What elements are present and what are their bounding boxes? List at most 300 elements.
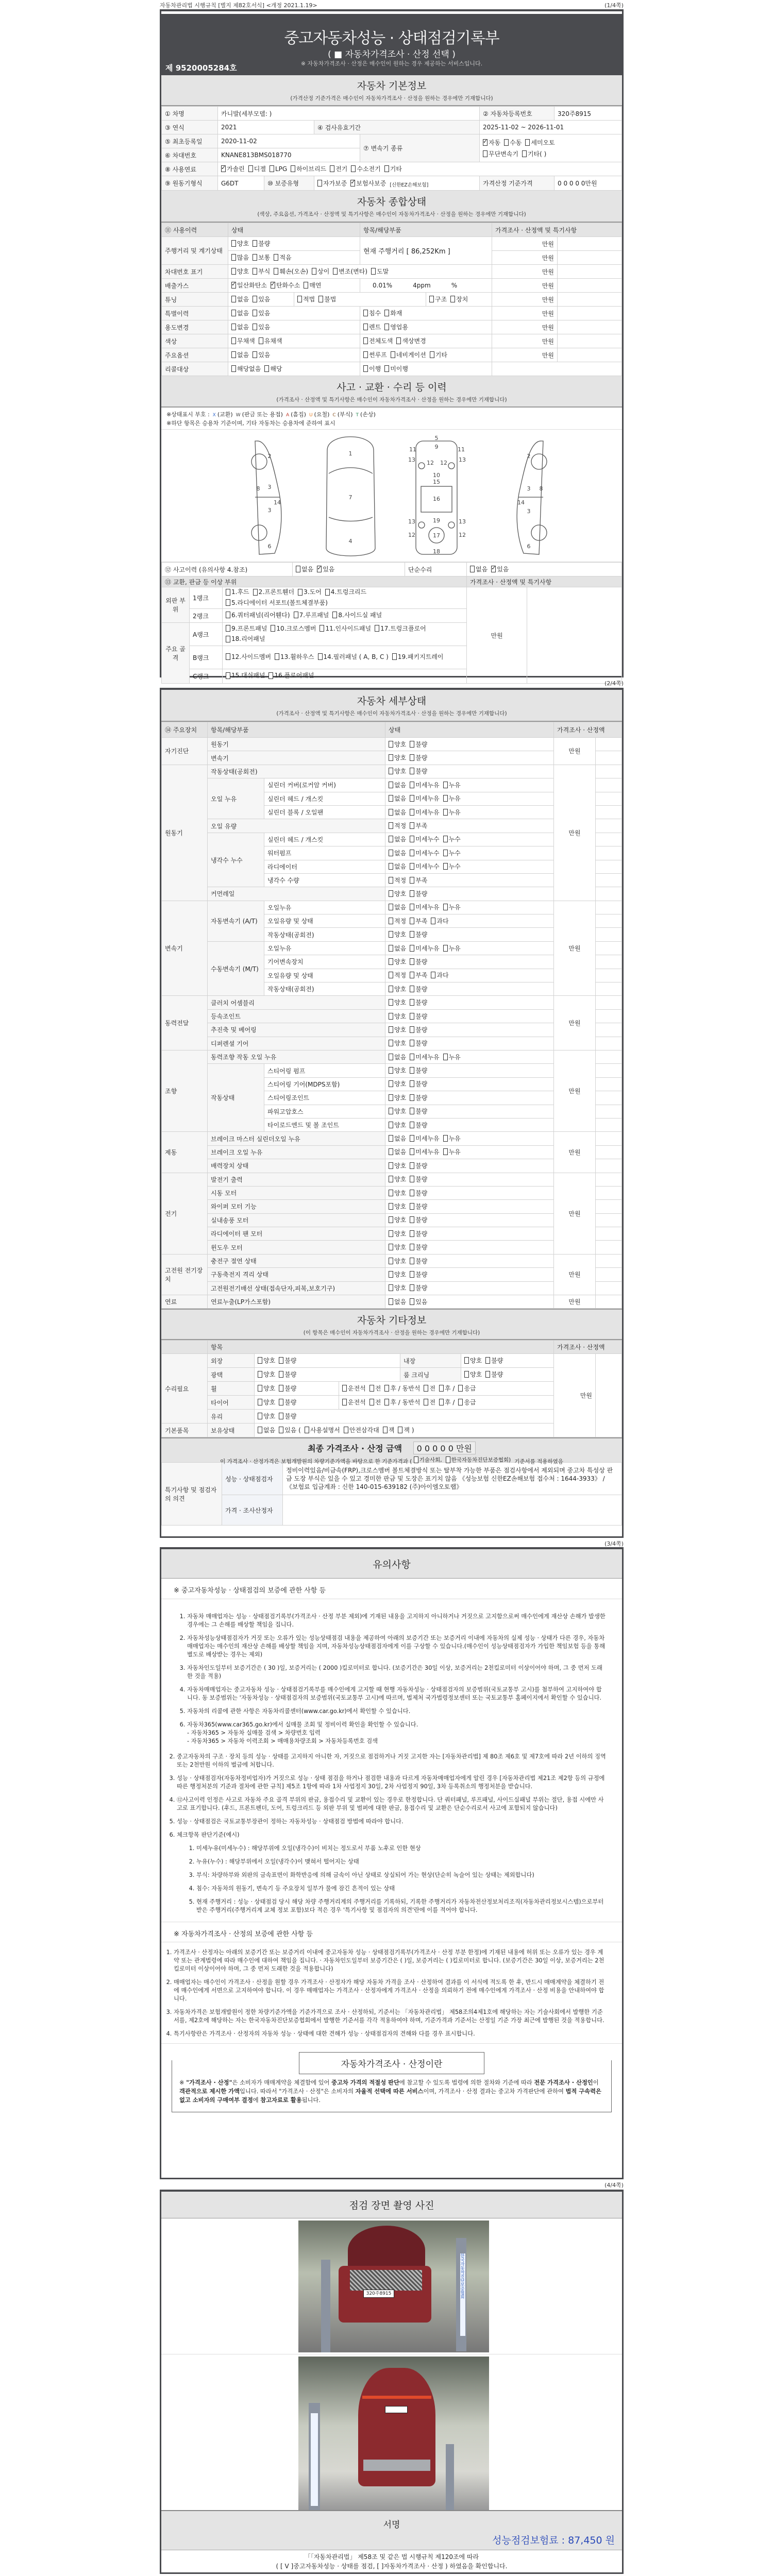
checkbox-option[interactable] <box>253 309 270 317</box>
checkbox[interactable] <box>410 1108 414 1114</box>
checkbox-option[interactable] <box>410 1229 427 1238</box>
checkbox-option[interactable] <box>410 835 439 843</box>
checkbox-option[interactable] <box>253 267 270 276</box>
checkbox-option[interactable] <box>396 336 426 345</box>
checkbox[interactable] <box>384 165 389 172</box>
checkbox-option[interactable] <box>410 1270 427 1279</box>
checkbox[interactable] <box>389 945 393 952</box>
checkbox-option[interactable] <box>279 1412 296 1420</box>
checkbox-option[interactable] <box>464 1370 482 1379</box>
checkbox-option[interactable] <box>410 767 427 775</box>
checkbox-checked[interactable] <box>483 139 488 146</box>
checkbox-option[interactable] <box>371 267 389 276</box>
checkbox-option[interactable] <box>522 149 546 158</box>
checkbox-option[interactable] <box>464 1356 482 1365</box>
checkbox-option[interactable] <box>410 998 427 1007</box>
checkbox-option[interactable] <box>389 1121 406 1129</box>
checkbox-option[interactable] <box>258 1384 275 1393</box>
checkbox[interactable] <box>333 268 338 275</box>
checkbox-option[interactable] <box>410 808 439 817</box>
checkbox[interactable] <box>363 365 368 372</box>
checkbox-option[interactable] <box>231 309 249 317</box>
checkbox[interactable] <box>258 1427 262 1433</box>
checkbox-checked[interactable] <box>271 282 275 289</box>
checkbox[interactable] <box>231 337 236 344</box>
checkbox-option[interactable] <box>226 611 290 620</box>
checkbox[interactable] <box>443 782 448 788</box>
checkbox[interactable] <box>268 672 273 679</box>
checkbox-option[interactable] <box>443 781 461 789</box>
checkbox-option[interactable] <box>410 1202 427 1211</box>
checkbox-option[interactable] <box>248 164 266 173</box>
checkbox[interactable] <box>410 1122 414 1128</box>
checkbox-option[interactable] <box>410 971 427 979</box>
checkbox-option[interactable] <box>363 350 387 359</box>
checkbox-option[interactable] <box>410 1066 427 1075</box>
checkbox[interactable] <box>410 1203 414 1210</box>
checkbox[interactable] <box>253 268 257 275</box>
checkbox[interactable] <box>431 918 435 924</box>
checkbox[interactable] <box>389 1258 393 1264</box>
checkbox[interactable] <box>410 836 414 842</box>
checkbox[interactable] <box>504 139 509 146</box>
checkbox-option[interactable] <box>253 587 294 597</box>
checkbox-option[interactable] <box>253 239 270 248</box>
checkbox-option[interactable] <box>443 808 461 817</box>
checkbox[interactable] <box>253 240 257 247</box>
checkbox-option[interactable] <box>410 1297 427 1306</box>
checkbox[interactable] <box>410 958 414 965</box>
checkbox-option[interactable] <box>389 1257 406 1265</box>
checkbox-option[interactable] <box>384 364 408 373</box>
checkbox-option[interactable] <box>389 862 406 871</box>
checkbox[interactable] <box>259 337 263 344</box>
checkbox-option[interactable] <box>389 1039 406 1047</box>
checkbox[interactable] <box>410 918 414 924</box>
checkbox[interactable] <box>410 904 414 910</box>
checkbox-option[interactable] <box>410 1012 427 1021</box>
checkbox[interactable] <box>320 625 324 632</box>
checkbox-option[interactable] <box>391 350 426 359</box>
checkbox-option[interactable] <box>279 1356 296 1365</box>
checkbox-option[interactable] <box>258 1398 275 1406</box>
checkbox-option[interactable] <box>297 295 315 303</box>
checkbox[interactable] <box>410 986 414 992</box>
checkbox-option[interactable] <box>304 281 321 290</box>
checkbox-option[interactable] <box>443 903 461 911</box>
checkbox-option[interactable] <box>410 1025 427 1034</box>
checkbox[interactable] <box>275 653 279 660</box>
checkbox-option[interactable] <box>389 930 406 939</box>
checkbox-option[interactable] <box>258 1426 275 1434</box>
checkbox[interactable] <box>384 1385 389 1392</box>
checkbox[interactable] <box>389 999 393 1006</box>
checkbox[interactable] <box>443 795 448 802</box>
checkbox-option[interactable] <box>398 1426 414 1434</box>
checkbox[interactable] <box>231 365 236 372</box>
checkbox-checked[interactable] <box>491 566 496 572</box>
checkbox[interactable] <box>443 1054 448 1060</box>
checkbox[interactable] <box>410 931 414 938</box>
checkbox-option[interactable] <box>410 740 427 749</box>
checkbox[interactable] <box>258 1385 262 1392</box>
checkbox[interactable] <box>279 1413 283 1419</box>
checkbox-option[interactable] <box>389 971 406 979</box>
checkbox[interactable] <box>318 296 323 302</box>
checkbox-option[interactable] <box>305 1426 340 1434</box>
checkbox[interactable] <box>389 958 393 965</box>
checkbox[interactable] <box>389 768 393 774</box>
checkbox-option[interactable] <box>389 876 406 885</box>
checkbox-option[interactable] <box>389 1025 406 1034</box>
checkbox[interactable] <box>389 754 393 761</box>
checkbox-option[interactable] <box>384 309 402 317</box>
checkbox-option[interactable] <box>410 917 427 925</box>
checkbox-option[interactable] <box>389 808 406 817</box>
checkbox[interactable] <box>410 972 414 978</box>
checkbox[interactable] <box>410 1026 414 1033</box>
checkbox[interactable] <box>389 1013 393 1020</box>
checkbox-option[interactable] <box>443 835 461 843</box>
checkbox-option[interactable] <box>431 971 448 979</box>
checkbox[interactable] <box>410 1190 414 1196</box>
checkbox-option[interactable] <box>231 350 249 359</box>
checkbox-option[interactable] <box>389 1297 406 1306</box>
checkbox[interactable] <box>342 1399 347 1405</box>
checkbox[interactable] <box>231 240 236 247</box>
checkbox-option[interactable] <box>384 323 408 331</box>
checkbox-option[interactable] <box>410 930 427 939</box>
checkbox[interactable] <box>429 296 434 302</box>
checkbox-option[interactable] <box>439 1384 455 1393</box>
checkbox-option[interactable] <box>369 1398 381 1406</box>
checkbox[interactable] <box>410 1067 414 1074</box>
checkbox-option[interactable] <box>443 1134 461 1143</box>
checkbox-option[interactable] <box>446 1456 511 1464</box>
checkbox[interactable] <box>389 809 393 816</box>
checkbox[interactable] <box>253 589 258 596</box>
checkbox-option[interactable] <box>296 565 313 573</box>
checkbox-option[interactable] <box>318 295 336 303</box>
checkbox-option[interactable] <box>389 1093 406 1102</box>
checkbox-option[interactable] <box>410 1121 427 1129</box>
checkbox[interactable] <box>389 1067 393 1074</box>
checkbox-option[interactable] <box>330 164 347 173</box>
checkbox[interactable] <box>363 337 368 344</box>
checkbox[interactable] <box>410 1216 414 1223</box>
checkbox-option[interactable] <box>414 1456 442 1464</box>
checkbox[interactable] <box>389 1094 393 1101</box>
checkbox[interactable] <box>389 1080 393 1087</box>
checkbox[interactable] <box>274 268 278 275</box>
checkbox[interactable] <box>410 782 414 788</box>
checkbox[interactable] <box>410 1284 414 1291</box>
checkbox-option[interactable] <box>231 281 267 290</box>
checkbox[interactable] <box>410 863 414 870</box>
checkbox[interactable] <box>389 1162 393 1169</box>
checkbox-option[interactable] <box>410 821 427 830</box>
checkbox-option[interactable] <box>389 1161 406 1170</box>
checkbox-option[interactable] <box>279 1426 301 1434</box>
checkbox-option[interactable] <box>483 138 500 147</box>
checkbox-option[interactable] <box>410 753 427 762</box>
checkbox[interactable] <box>296 566 300 572</box>
checkbox-option[interactable] <box>389 1189 406 1197</box>
checkbox-option[interactable] <box>389 917 406 925</box>
checkbox-option[interactable] <box>253 295 270 303</box>
checkbox-option[interactable] <box>268 671 314 680</box>
checkbox-option[interactable] <box>410 1079 427 1088</box>
checkbox-option[interactable] <box>424 1398 435 1406</box>
checkbox[interactable] <box>410 1258 414 1264</box>
checkbox-option[interactable] <box>410 957 427 966</box>
checkbox-option[interactable] <box>264 364 282 373</box>
checkbox[interactable] <box>389 1190 393 1196</box>
checkbox-option[interactable] <box>410 1147 439 1156</box>
checkbox[interactable] <box>253 310 257 316</box>
checkbox[interactable] <box>410 822 414 829</box>
checkbox-option[interactable] <box>226 598 328 607</box>
checkbox-option[interactable] <box>410 1161 427 1170</box>
checkbox-option[interactable] <box>274 253 291 262</box>
checkbox[interactable] <box>231 268 236 275</box>
checkbox[interactable] <box>439 1399 444 1405</box>
checkbox[interactable] <box>363 324 368 330</box>
checkbox-option[interactable] <box>226 624 267 633</box>
checkbox-option[interactable] <box>389 998 406 1007</box>
checkbox[interactable] <box>410 1162 414 1169</box>
checkbox-option[interactable] <box>389 1175 406 1183</box>
checkbox[interactable] <box>414 1456 418 1463</box>
checkbox-option[interactable] <box>231 336 255 345</box>
checkbox-option[interactable] <box>504 138 522 147</box>
checkbox[interactable] <box>371 268 376 275</box>
checkbox[interactable] <box>410 1135 414 1142</box>
checkbox[interactable] <box>389 1108 393 1114</box>
checkbox[interactable] <box>231 254 236 261</box>
checkbox[interactable] <box>410 1298 414 1305</box>
checkbox-option[interactable] <box>389 1215 406 1224</box>
checkbox[interactable] <box>392 653 397 660</box>
checkbox-option[interactable] <box>410 1093 427 1102</box>
checkbox-option[interactable] <box>258 1356 275 1365</box>
checkbox[interactable] <box>342 1385 347 1392</box>
checkbox[interactable] <box>226 653 230 660</box>
checkbox[interactable] <box>410 754 414 761</box>
checkbox[interactable] <box>410 741 414 748</box>
checkbox[interactable] <box>258 1371 262 1378</box>
checkbox-option[interactable] <box>389 944 406 953</box>
checkbox-option[interactable] <box>429 295 447 303</box>
checkbox[interactable] <box>443 904 448 910</box>
checkbox-option[interactable] <box>389 753 406 762</box>
checkbox-option[interactable] <box>231 295 249 303</box>
checkbox-option[interactable] <box>226 587 249 597</box>
checkbox[interactable] <box>297 296 302 302</box>
checkbox[interactable] <box>226 599 230 606</box>
checkbox[interactable] <box>389 972 393 978</box>
checkbox[interactable] <box>389 931 393 938</box>
checkbox-option[interactable] <box>389 985 406 993</box>
checkbox[interactable] <box>464 1357 469 1364</box>
checkbox-option[interactable] <box>485 1370 503 1379</box>
checkbox[interactable] <box>410 795 414 802</box>
checkbox[interactable] <box>226 636 230 642</box>
checkbox[interactable] <box>424 1399 428 1405</box>
checkbox-option[interactable] <box>231 267 249 276</box>
checkbox-option[interactable] <box>389 1053 406 1061</box>
checkbox[interactable] <box>410 890 414 897</box>
checkbox-option[interactable] <box>470 565 488 573</box>
checkbox[interactable] <box>389 904 393 910</box>
checkbox[interactable] <box>410 850 414 856</box>
checkbox-option[interactable] <box>392 652 444 662</box>
checkbox[interactable] <box>383 1427 388 1433</box>
checkbox-option[interactable] <box>389 1066 406 1075</box>
checkbox[interactable] <box>389 1026 393 1033</box>
checkbox[interactable] <box>389 1176 393 1182</box>
checkbox-option[interactable] <box>350 179 386 188</box>
checkbox-option[interactable] <box>259 336 282 345</box>
checkbox[interactable] <box>384 310 389 316</box>
checkbox[interactable] <box>389 822 393 829</box>
checkbox[interactable] <box>389 877 393 884</box>
checkbox-option[interactable] <box>410 849 439 857</box>
checkbox[interactable] <box>253 254 257 261</box>
checkbox[interactable] <box>312 268 316 275</box>
checkbox[interactable] <box>389 850 393 856</box>
checkbox[interactable] <box>344 1427 348 1433</box>
checkbox-option[interactable] <box>279 1398 296 1406</box>
checkbox-option[interactable] <box>410 794 439 803</box>
checkbox[interactable] <box>253 351 257 358</box>
checkbox-option[interactable] <box>431 917 448 925</box>
checkbox[interactable] <box>279 1399 283 1405</box>
checkbox-option[interactable] <box>363 336 393 345</box>
checkbox-option[interactable] <box>226 652 271 662</box>
checkbox-option[interactable] <box>294 611 329 620</box>
checkbox[interactable] <box>332 612 337 618</box>
checkbox[interactable] <box>410 945 414 952</box>
checkbox-option[interactable] <box>410 1039 427 1047</box>
checkbox-option[interactable] <box>430 350 447 359</box>
checkbox[interactable] <box>389 986 393 992</box>
checkbox[interactable] <box>389 1244 393 1250</box>
checkbox-option[interactable] <box>389 1147 406 1156</box>
checkbox[interactable] <box>317 180 322 187</box>
checkbox-option[interactable] <box>525 138 554 147</box>
checkbox-option[interactable] <box>320 624 371 633</box>
checkbox-option[interactable] <box>443 1053 461 1061</box>
checkbox[interactable] <box>231 324 236 330</box>
checkbox-option[interactable] <box>279 1370 296 1379</box>
checkbox[interactable] <box>410 1080 414 1087</box>
checkbox[interactable] <box>439 1385 444 1392</box>
checkbox[interactable] <box>389 1298 393 1305</box>
checkbox[interactable] <box>226 612 230 618</box>
checkbox[interactable] <box>279 1371 283 1378</box>
checkbox[interactable] <box>226 589 230 596</box>
checkbox-option[interactable] <box>271 624 316 633</box>
checkbox-option[interactable] <box>410 903 439 911</box>
checkbox[interactable] <box>389 741 393 748</box>
checkbox[interactable] <box>389 918 393 924</box>
checkbox-option[interactable] <box>443 794 461 803</box>
checkbox[interactable] <box>410 1176 414 1182</box>
checkbox[interactable] <box>271 625 275 632</box>
checkbox-option[interactable] <box>226 634 265 643</box>
checkbox[interactable] <box>389 1054 393 1060</box>
checkbox-option[interactable] <box>389 1229 406 1238</box>
checkbox[interactable] <box>258 1399 262 1405</box>
checkbox[interactable] <box>279 1427 283 1433</box>
checkbox-option[interactable] <box>384 1398 420 1406</box>
checkbox[interactable] <box>248 165 253 172</box>
checkbox-option[interactable] <box>389 1243 406 1251</box>
checkbox[interactable] <box>231 296 236 302</box>
checkbox[interactable] <box>351 165 356 172</box>
checkbox[interactable] <box>410 999 414 1006</box>
checkbox-checked[interactable] <box>221 165 226 172</box>
checkbox-option[interactable] <box>253 350 270 359</box>
checkbox-option[interactable] <box>231 253 249 262</box>
checkbox[interactable] <box>389 1148 393 1155</box>
checkbox-option[interactable] <box>332 611 382 620</box>
checkbox-option[interactable] <box>410 1053 439 1061</box>
checkbox[interactable] <box>430 351 434 358</box>
checkbox[interactable] <box>525 139 530 146</box>
checkbox[interactable] <box>389 863 393 870</box>
checkbox-option[interactable] <box>342 1398 366 1406</box>
checkbox[interactable] <box>410 809 414 816</box>
checkbox[interactable] <box>410 877 414 884</box>
checkbox[interactable] <box>443 1135 448 1142</box>
checkbox-option[interactable] <box>410 781 439 789</box>
checkbox-option[interactable] <box>325 587 366 597</box>
checkbox-checked[interactable] <box>317 566 322 572</box>
checkbox-option[interactable] <box>279 1384 296 1393</box>
checkbox-option[interactable] <box>384 164 402 173</box>
checkbox[interactable] <box>258 1413 262 1419</box>
checkbox-option[interactable] <box>389 903 406 911</box>
checkbox[interactable] <box>431 972 435 978</box>
checkbox-option[interactable] <box>291 164 326 173</box>
checkbox-option[interactable] <box>258 1412 275 1420</box>
checkbox[interactable] <box>304 282 308 289</box>
checkbox[interactable] <box>274 254 278 261</box>
checkbox-option[interactable] <box>363 323 381 331</box>
checkbox[interactable] <box>396 337 401 344</box>
checkbox-option[interactable] <box>369 1384 381 1393</box>
checkbox-option[interactable] <box>275 652 314 662</box>
checkbox-option[interactable] <box>458 1384 476 1393</box>
checkbox-option[interactable] <box>271 281 300 290</box>
checkbox-option[interactable] <box>443 1147 461 1156</box>
checkbox-option[interactable] <box>410 985 427 993</box>
checkbox-option[interactable] <box>231 323 249 331</box>
checkbox[interactable] <box>410 1230 414 1237</box>
checkbox[interactable] <box>443 863 448 870</box>
checkbox[interactable] <box>410 1094 414 1101</box>
checkbox-option[interactable] <box>253 253 270 262</box>
checkbox[interactable] <box>258 1357 262 1364</box>
checkbox-option[interactable] <box>389 957 406 966</box>
checkbox[interactable] <box>443 809 448 816</box>
checkbox-option[interactable] <box>384 1384 420 1393</box>
checkbox-option[interactable] <box>458 1398 476 1406</box>
checkbox[interactable] <box>363 310 368 316</box>
checkbox-option[interactable] <box>483 149 518 158</box>
